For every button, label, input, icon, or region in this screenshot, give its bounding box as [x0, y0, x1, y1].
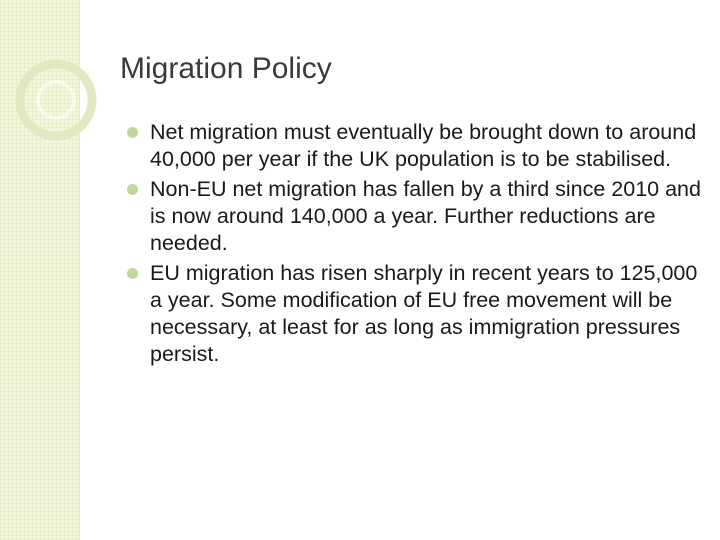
bullet-dot-icon — [127, 268, 138, 279]
bullet-text: EU migration has risen sharply in recent years to 125,000 a year. Some modification of EU free movement will be necessary, at least for as long as immigration pressures persist. — [150, 261, 698, 366]
bullet-list — [123, 119, 713, 371]
bullet-text: Net migration must eventually be brought down to around 40,000 per year if the UK population is to be stabilised. — [150, 120, 697, 171]
decorative-ring-small — [38, 82, 74, 118]
bullet-text: Non-EU net migration has fallen by a third since 2010 and is now around 140,000 a year. Further reductions are needed. — [150, 177, 701, 255]
bullet-item — [123, 176, 713, 257]
bullet-item — [123, 119, 713, 173]
bullet-dot-icon — [127, 127, 138, 138]
bullet-item — [123, 260, 713, 368]
slide-title: Migration Policy — [120, 52, 332, 85]
bullet-dot-icon — [127, 184, 138, 195]
decorative-ring-large — [20, 64, 92, 136]
